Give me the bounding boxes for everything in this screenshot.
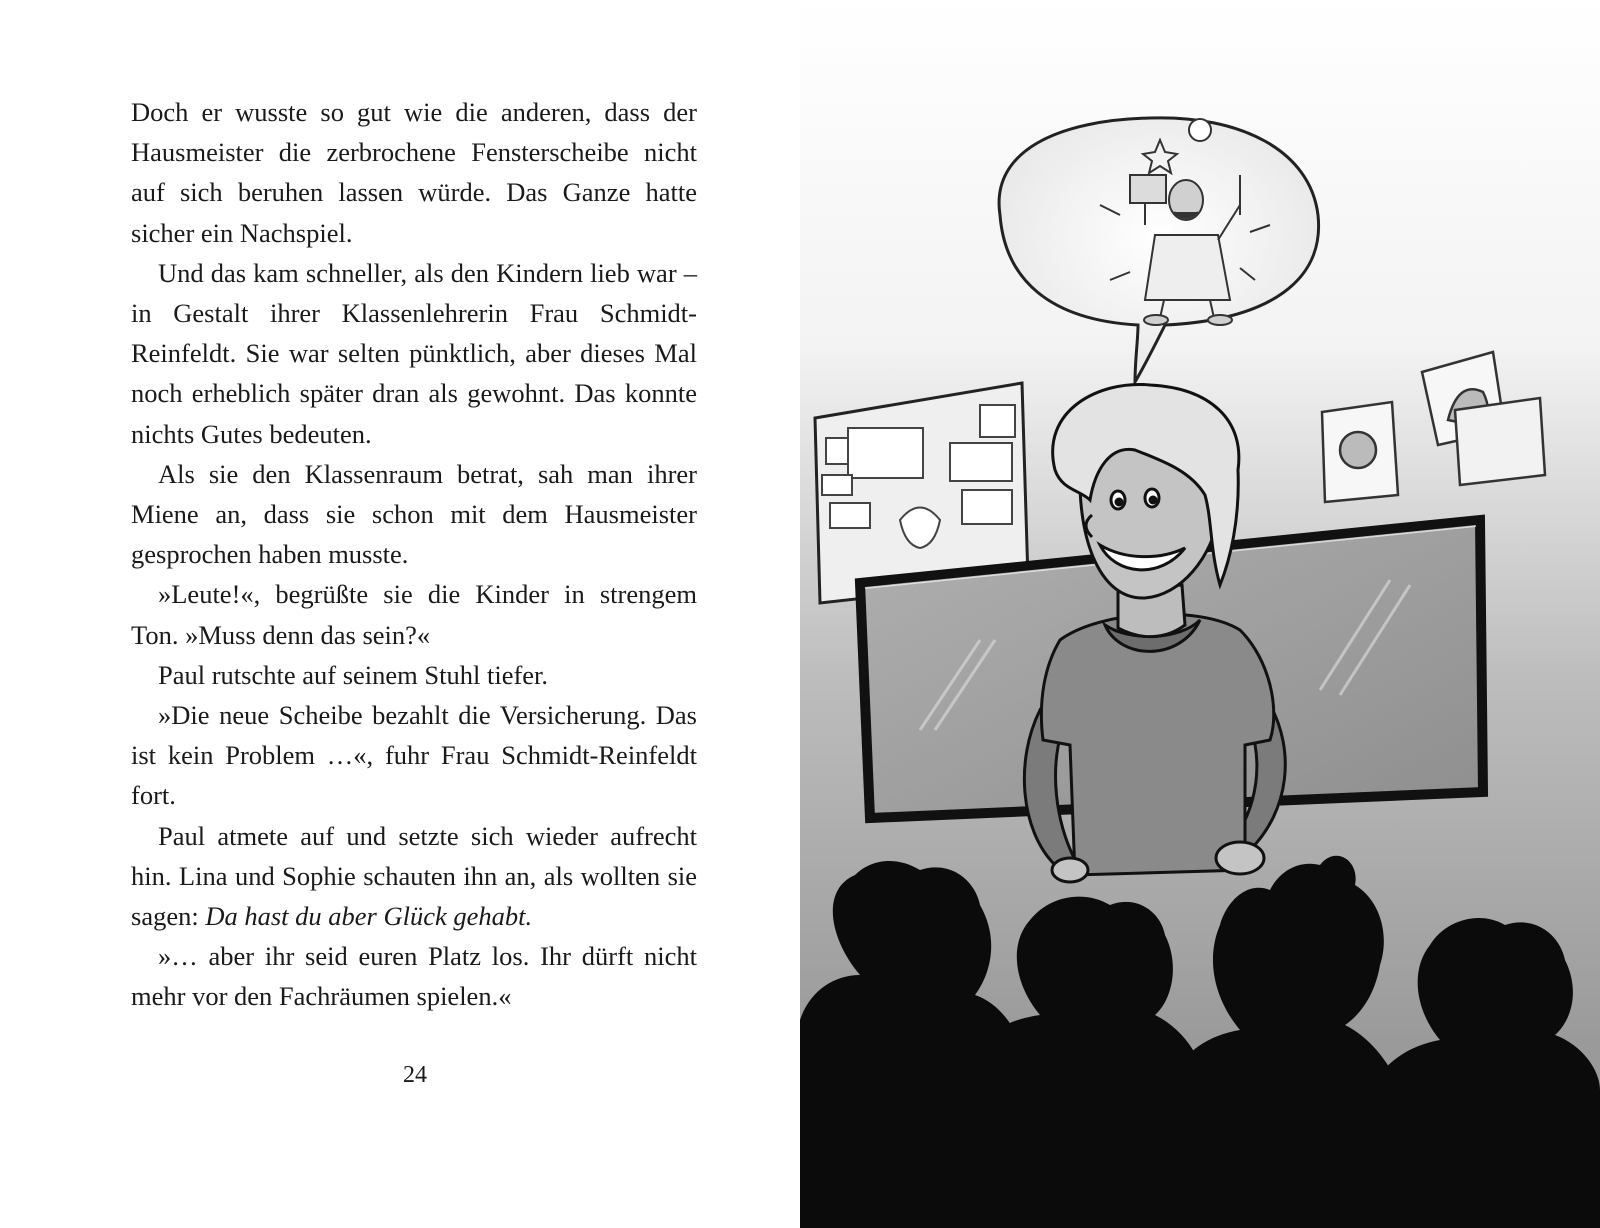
paragraph-5: Paul rutschte auf seinem Stuhl tiefer. <box>158 659 549 690</box>
paragraph-3: Als sie den Klassenraum betrat, sah man ihrer Miene an, dass sie schon mit dem Hausmeister gesprochen haben musste. <box>131 458 697 570</box>
paragraph-8: »… aber ihr seid euren Platz los. Ihr dürft nicht mehr vor den Fachräumen spielen.« <box>131 941 697 1012</box>
illustration-classroom <box>800 0 1600 1228</box>
paragraph-1: Doch er wusste so gut wie die anderen, dass der Hausmeister die zerbrochene Fensterscheibe nicht auf sich beruhen lassen würde. Das Ganze hatte sicher ein Nachspiel. <box>131 97 697 248</box>
paragraph-7-text: Paul atmete auf und setzte sich wieder aufrecht hin. Lina und Sophie schauten ihn an, als wollten sie sagen: <box>131 820 697 932</box>
paragraph-4: »Leute!«, begrüßte sie die Kinder in strengem Ton. »Muss denn das sein?« <box>131 579 697 650</box>
paragraph-6: »Die neue Scheibe bezahlt die Versicherung. Das ist kein Problem …«, fuhr Frau Schmidt-Reinfeldt fort. <box>131 700 697 811</box>
body-text <box>131 92 697 1017</box>
paragraph-7 <box>131 816 697 937</box>
paragraph-2: Und das kam schneller, als den Kindern lieb war – in Gestalt ihrer Klassenlehrerin Frau Schmidt-Reinfeldt. Sie war selten pünktlich, aber dieses Mal noch erheblich später dran als gewohnt. Das konnte nichts Gutes bedeuten. <box>131 257 697 449</box>
page-number: 24 <box>403 1062 427 1088</box>
paragraph-7-italic: Da hast du aber Glück gehabt. <box>205 901 533 932</box>
